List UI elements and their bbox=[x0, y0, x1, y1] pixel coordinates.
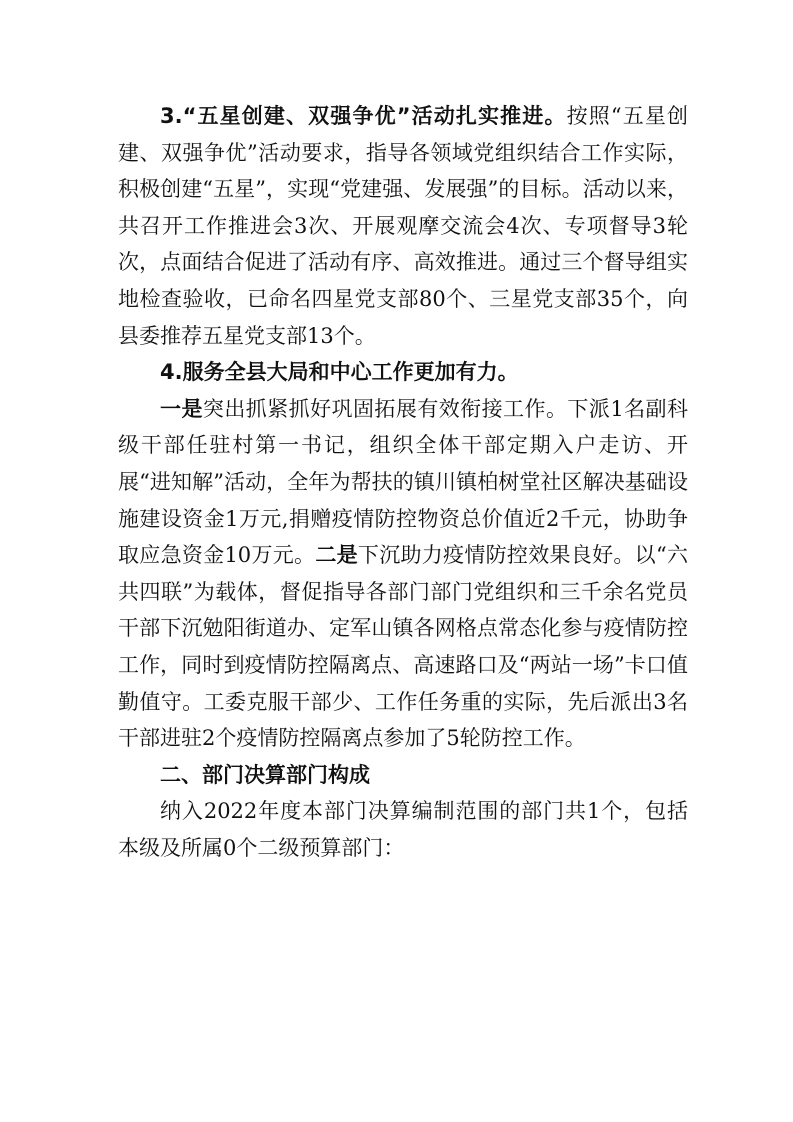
section-4-heading-paragraph bbox=[118, 354, 688, 391]
point-1-label: 一是 bbox=[160, 396, 203, 421]
point-1-text: 突出抓紧抓好巩固拓展有效衔接工作。下派1名副科级干部任驻村第一书记，组织全体干部定期入户走访、开展“进知解”活动，全年为帮扶的镇川镇柏树堂社区解决基础设施建设资金1万元,捐赠疫情防控物资总价值近2千元，协助争取应急资金10万元。 bbox=[118, 396, 689, 568]
section-two-paragraph bbox=[118, 793, 688, 866]
section-two-heading-paragraph bbox=[118, 757, 688, 794]
section-3-paragraph bbox=[118, 98, 688, 354]
document-body bbox=[118, 98, 688, 866]
point-2-label: 二是 bbox=[315, 543, 358, 568]
section-3-heading: 3.“五星创建、双强争优”活动扎实推进。 bbox=[160, 104, 567, 128]
section-two-heading: 二、部门决算部门构成 bbox=[160, 762, 370, 787]
section-4-point-1 bbox=[118, 391, 688, 757]
point-2-text: 下沉助力疫情防控效果良好。以“六共四联”为载体，督促指导各部门部门党组织和三千余名党员干部下沉勉阳街道办、定军山镇各网格点常态化参与疫情防控工作，同时到疫情防控隔离点、高速路口及“两站一场”卡口值勤值守。工委克服干部少、工作任务重的实际，先后派出3名干部进驻2个疫情防控隔离点参加了5轮防控工作。 bbox=[118, 543, 688, 751]
section-4-heading: 4.服务全县大局和中心工作更加有力。 bbox=[160, 360, 519, 385]
section-two-text: 纳入2022年度本部门决算编制范围的部门共1个，包括本级及所属0个二级预算部门： bbox=[118, 799, 688, 860]
section-3-text: 按照“五星创建、双强争优”活动要求，指导各领域党组织结合工作实际，积极创建“五星”，实现“党建强、发展强”的目标。活动以来，共召开工作推进会3次、开展观摩交流会4次、专项督导3轮次，点面结合促进了活动有序、高效推进。通过三个督导组实地检查验收，已命名四星党支部80个、三星党支部35个，向县委推荐五星党支部13个。 bbox=[118, 104, 688, 348]
